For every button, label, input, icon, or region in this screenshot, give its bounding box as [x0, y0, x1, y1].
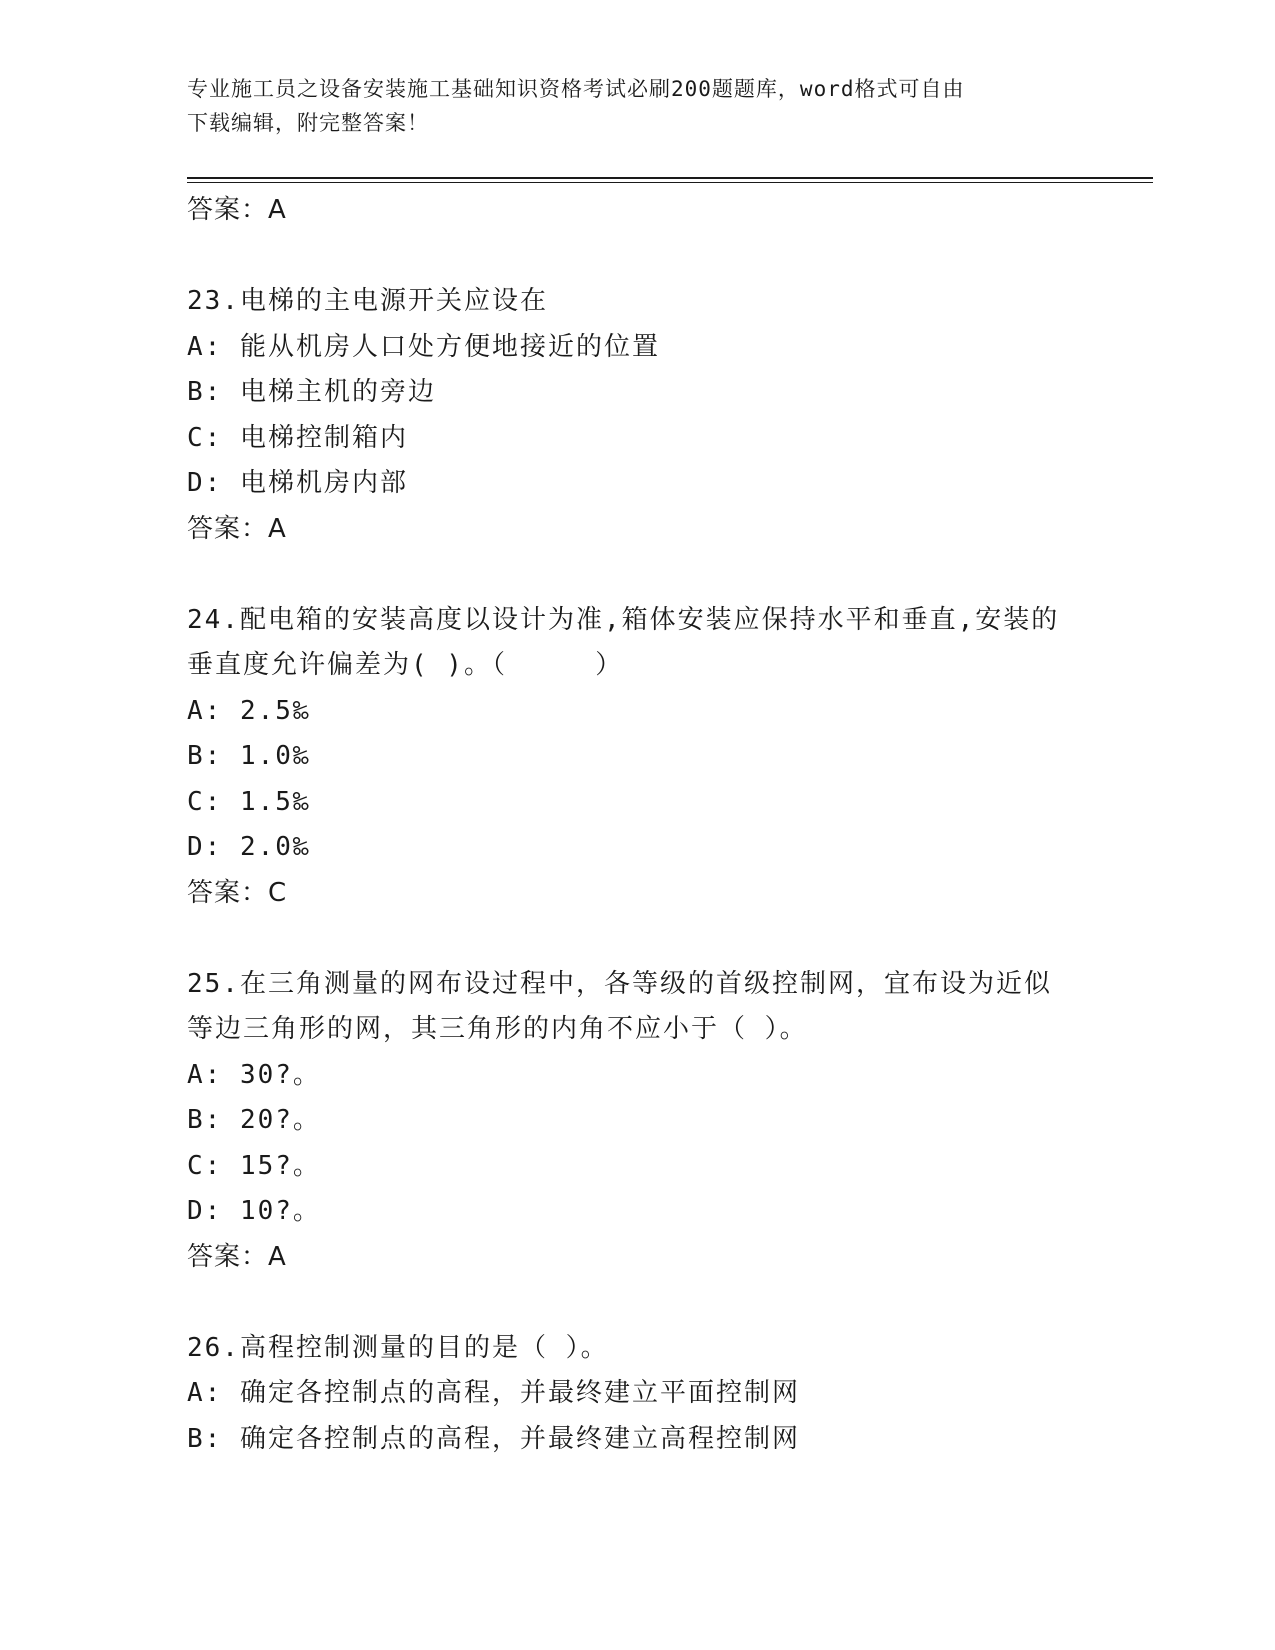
- header-line-1: 专业施工员之设备安装施工基础知识资格考试必刷200题题库，word格式可自由: [187, 77, 965, 101]
- header-rule-thick: [187, 177, 1153, 179]
- option-d: D: 10?。: [187, 1196, 321, 1226]
- question-stem-line-2: 垂直度允许偏差为( )。（ ）: [187, 650, 624, 680]
- header-line-2: 下载编辑，附完整答案！: [187, 111, 429, 135]
- answer: 答案：A: [187, 1241, 287, 1272]
- question-stem-line-1: 25.在三角测量的网布设过程中，各等级的首级控制网，宜布设为近似: [187, 968, 1052, 999]
- question-stem-line-2: 等边三角形的网，其三角形的内角不应小于（ ）。: [187, 1014, 808, 1044]
- answer: 答案：C: [187, 877, 288, 908]
- spacer: [187, 552, 1087, 598]
- option-b: B: 电梯主机的旁边: [187, 377, 436, 407]
- option-c: C: 电梯控制箱内: [187, 422, 408, 453]
- option-c: C: 15?。: [187, 1150, 321, 1181]
- question-23: [187, 279, 1087, 552]
- question-25: [187, 962, 1087, 1281]
- option-a: A: 2.5‰: [187, 695, 311, 726]
- answer: 答案：A: [187, 513, 287, 544]
- document-header: [187, 72, 1087, 140]
- question-stem: 26.高程控制测量的目的是（ ）。: [187, 1332, 609, 1363]
- question-stem-line-1: 24.配电箱的安装高度以设计为准,箱体安装应保持水平和垂直,安装的: [187, 604, 1060, 635]
- question-stem: 23.电梯的主电源开关应设在: [187, 286, 548, 316]
- option-b: B: 确定各控制点的高程，并最终建立高程控制网: [187, 1423, 800, 1454]
- option-b: B: 1.0‰: [187, 741, 311, 771]
- option-c: C: 1.5‰: [187, 786, 311, 817]
- spacer: [187, 916, 1087, 962]
- answer-q22: 答案：A: [187, 195, 287, 225]
- option-a: A: 能从机房人口处方便地接近的位置: [187, 331, 660, 362]
- option-d: D: 电梯机房内部: [187, 468, 408, 498]
- option-a: A: 30?。: [187, 1059, 321, 1090]
- option-a: A: 确定各控制点的高程，并最终建立平面控制网: [187, 1378, 800, 1408]
- option-d: D: 2.0‰: [187, 832, 311, 862]
- option-b: B: 20?。: [187, 1105, 321, 1135]
- question-24: [187, 598, 1087, 917]
- spacer: [187, 234, 1087, 280]
- header-rule-thin: [187, 182, 1153, 183]
- spacer: [187, 1280, 1087, 1326]
- question-list: [187, 188, 1087, 1462]
- question-26: [187, 1326, 1087, 1463]
